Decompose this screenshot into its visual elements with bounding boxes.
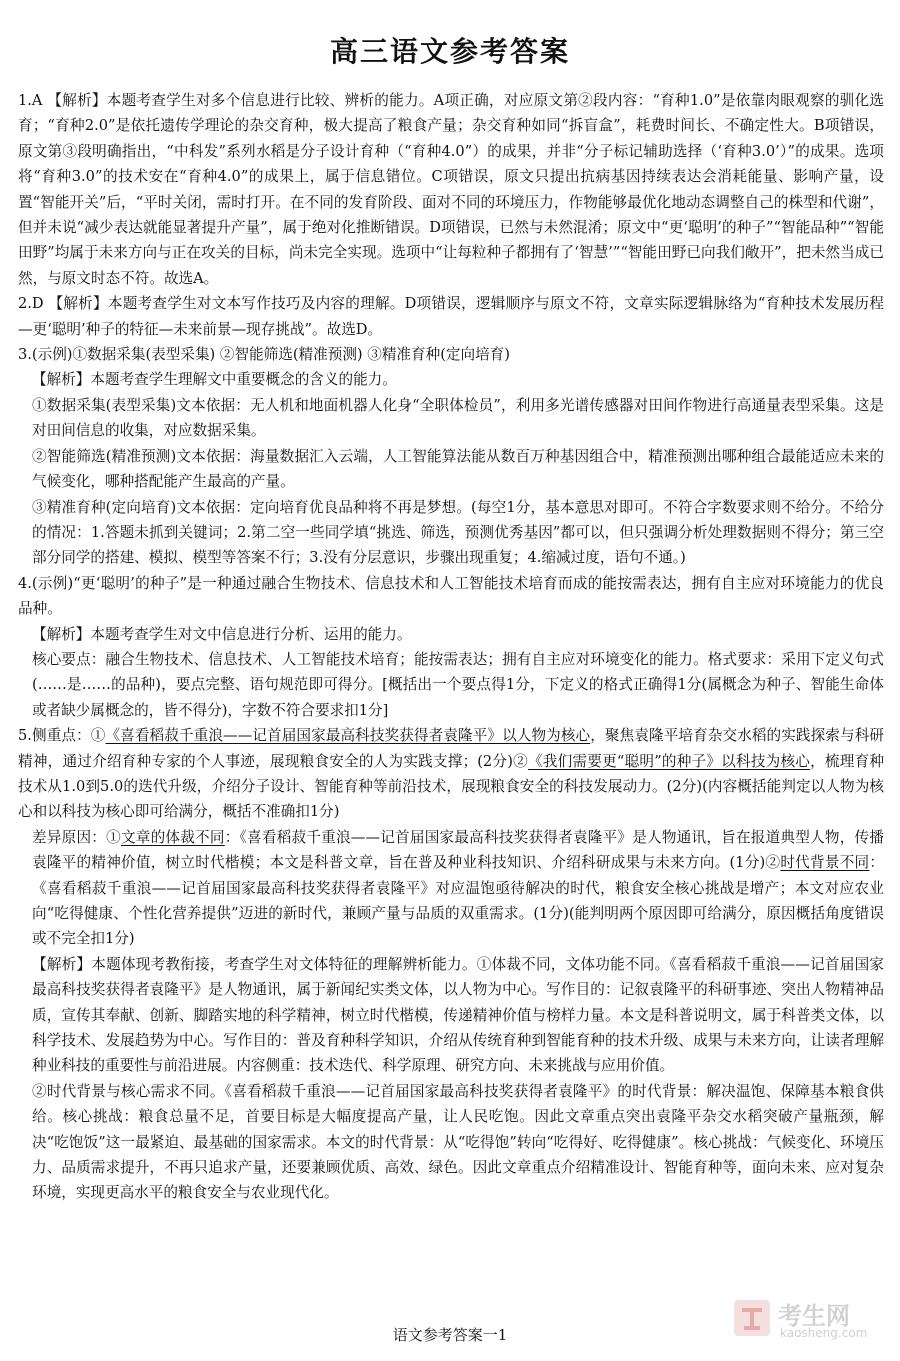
watermark-logo-icon (732, 1298, 772, 1338)
answer-4: 4.(示例)“更‘聪明’的种子”是一种通过融合生物技术、信息技术和人工智能技术培育而成的能按需表达，拥有自主应对环境能力的优良品种。 (18, 574, 884, 618)
answer-5-analysis-2: ②时代背景与核心需求不同。《喜看稻菽千重浪——记首届国家最高科技奖获得者袁隆平》的时代背景：解决温饱、保障基本粮食供给。核心挑战：粮食总量不足，首要目标是大幅度提高产量，让人民吃饱。因此文章重点突出袁隆平杂交水稻突破产量瓶颈，解决“吃饱饭”这一最紧迫、最基础的国家需求。本文的时代背景：从“吃得饱”转向“吃得好、吃得健康”。核心挑战：气候变化、环境压力、品质需求提升，不再只追求产量，还要兼顾优质、高效、绿色。因此文章重点介绍精准设计、智能育种等，面向未来、应对复杂环境，实现更高水平的粮食安全与农业现代化。 (32, 1082, 884, 1202)
answer-content (18, 88, 884, 1206)
answer-5-difference (18, 825, 884, 952)
answer-5-underline-3: 文章的体裁不同 (120, 828, 225, 846)
answer-4-points: 核心要点：融合生物技术、信息技术、人工智能技术培育；能按需表达；拥有自主应对环境变化的能力。格式要求：采用下定义句式(……是……的品种)，要点完整、语句规范即可得分。[概括出一个要点得1分，下定义的格式正确得1分(属概念为种子、智能生命体或者缺少属概念的，皆不得分)，字数不符合要求扣1分] (32, 650, 884, 719)
answer-5-text-1: ，聚焦袁隆平培育杂交水稻的实践探索与科研精神，通过介绍育种专家的个人事迹，展现粮食安全的人为实践支撑；(2分)② (18, 727, 884, 770)
page-footer: 语文参考答案一1 (392, 1326, 508, 1344)
answer-3-point-1: ①数据采集(表型采集)文本依据：无人机和地面机器人化身“全职体检员”，利用多光谱传感器对田间作物进行高通量表型采集。这是对田间信息的收集，对应数据采集。 (32, 396, 884, 440)
answer-2: 2.D 【解析】本题考查学生对文本写作技巧及内容的理解。D项错误，逻辑顺序与原文不符，文章实际逻辑脉络为“育种技术发展历程—更‘聪明’种子的特征—未来前景—现存挑战”。故选D。 (18, 295, 884, 338)
answer-3: 3.(示例)①数据采集(表型采集) ②智能筛选(精准预测) ③精准育种(定向培育) (18, 346, 510, 364)
answer-1: 1.A 【解析】本题考查学生对多个信息进行比较、辨析的能力。A项正确，对应原文第②段内容：“育种1.0”是依靠肉眼观察的驯化选育；“育种2.0”是依托遗传学理论的杂交育种，极大提高了粮食产量；杂交育种如同“拆盲盒”，耗费时间长、不确定性大。B项错误，原文第③段明确指出，“中科发”系列水稻是分子设计育种（“育种4.0”）的成果，并非“分子标记辅助选择（‘育种3.0’）”的成果。选项将“育种3.0”的技术安在“育种4.0”的成果上，属于信息错位。C项错误，原文只提出抗病基因持续表达会消耗能量、影响产量，设置“智能开关”后，“平时关闭，需时打开。在不同的发育阶段、面对不同的环境压力，作物能够最优化地动态调整自己的株型和代谢”，但并未说“减少表达就能显著提升产量”，属于绝对化推断错误。D项错误，已然与未然混淆；原文中“更‘聪明’的种子”“智能品种”“智能田野”均属于未来方向与正在攻关的目标，尚未完全实现。选项中“让每粒种子都拥有了‘智慧’”“智能田野已向我们敞开”，把未然当成已然，与原文时态不符。故选A。 (18, 92, 884, 287)
answer-5-prefix: 5.侧重点：① (18, 727, 106, 745)
answer-5-underline-4: 时代背景不同 (780, 854, 870, 872)
answer-5-diff-text-2: ：《喜看稻菽千重浪——记首届国家最高科技奖获得者袁隆平》对应温饱亟待解决的时代，粮食安全核心挑战是增产；本文对应农业向“吃得健康、个性化营养提供”迈进的新时代，兼顾产量与品质的双重需求。(1分)(能判明两个原因即可给满分，原因概括角度错误或不完全扣1分) (32, 854, 884, 948)
answer-5-analysis: 【解析】本题体现考教衔接，考查学生对文体特征的理解辨析能力。①体裁不同，文体功能不同。《喜看稻菽千重浪——记首届国家最高科技奖获得者袁隆平》是人物通讯，属于新闻纪实类文体，以人物为中心。写作目的：记叙袁隆平的科研事迹、突出人物精神品质，宣传其奉献、创新、脚踏实地的科学精神，树立时代楷模，传递精神价值与榜样力量。本文是科普说明文，属于科普类文体，以科学技术、发展趋势为中心。写作目的：普及育种科学知识，介绍从传统育种到智能育种的技术升级、成果与未来方向，让读者理解种业科技的重要性与前沿进展。内容侧重：技术迭代、科学原理、研究方向、未来挑战与应用价值。 (32, 955, 884, 1075)
answer-4-analysis-label: 【解析】本题考查学生对文中信息进行分析、运用的能力。 (32, 625, 412, 643)
answer-3-point-2: ②智能筛选(精准预测)文本依据：海量数据汇入云端，人工智能算法能从数百万种基因组合中，精准预测出哪种组合最能适应未来的气候变化，哪种搭配能产生最高的产量。 (32, 447, 884, 491)
watermark-name: 考生网 (778, 1302, 850, 1330)
answer-5-focus (18, 723, 884, 825)
answer-5-diff-text-1: ：《喜看稻菽千重浪——记首届国家最高科技奖获得者袁隆平》是人物通讯，旨在报道典型人物，传播袁隆平的精神价值，树立时代楷模；本文是科普文章，旨在普及种业科技知识、介绍科研成果与未来方向。(1分)② (32, 828, 884, 872)
answer-5-underline-1: 《喜看稻菽千重浪——记首届国家最高科技奖获得者袁隆平》以人物为核心 (105, 727, 591, 745)
answer-3-point-3: ③精准育种(定向培育)文本依据：定向培育优良品种将不再是梦想。(每空1分，基本意思对即可。不符合字数要求则不给分。不给分的情况：1.答题未抓到关键词；2.第二空一些同学填“挑选、筛选，预测优秀基因”都可以，但只强调分析处理数据则不得分；第三空部分同学的搭建、模拟、模型等答案不行；3.没有分层意识，步骤出现重复；4.缩减过度，语句不通。) (32, 498, 884, 567)
page-title: 高三语文参考答案 (329, 35, 570, 68)
answer-3-analysis-label: 【解析】本题考查学生理解文中重要概念的含义的能力。 (32, 371, 397, 389)
watermark (732, 1294, 882, 1344)
answer-5-text-2: ，梳理育种技术从1.0到5.0的迭代升级，介绍分子设计、智能育种等前沿技术，展现粮食安全的科技发展动力。(2分)(内容概括能判定以人物为核心和以科技为核心即可给满分，概括不准确扣1分) (18, 752, 884, 821)
watermark-domain: kaosheng.com (780, 1326, 868, 1340)
answer-5-diff-prefix: 差异原因：① (32, 828, 121, 846)
answer-5-underline-2: 《我们需要更“聪明”的种子》以科技为核心 (527, 752, 811, 770)
